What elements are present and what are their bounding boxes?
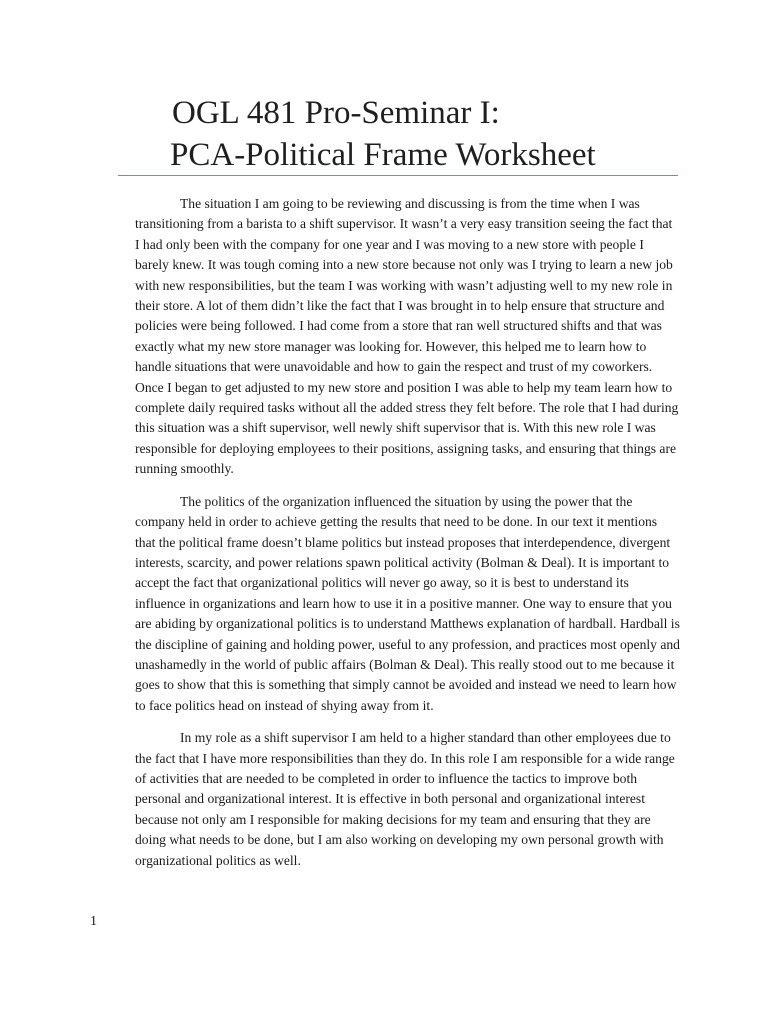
page-number: 1 — [90, 914, 97, 929]
paragraph-1: The situation I am going to be reviewing and discussing is from the time when I was transitioning from a barista to a shift supervisor. It wasn’t a very easy transition seeing the fact that I had only been with the company for one year and I was moving to a new store with people I barely knew. It was tough coming into a new store because not only was I trying to learn a new job with new responsibilities, but the team I was working with wasn’t adjusting well to my new role in their store. A lot of them didn’t like the fact that I was brought in to help ensure that structure and policies were being followed. I had come from a store that ran well structured shifts and that was exactly what my new store manager was looking for. However, this helped me to learn how to handle situations that were unavoidable and how to gain the respect and trust of my coworkers. Once I began to get adjusted to my new store and position I was able to help my team learn how to complete daily required tasks without all the added stress they felt before. The role that I had during this situation was a shift supervisor, well newly shift supervisor that is. With this new role I was responsible for deploying employees to their positions, assigning tasks, and ensuring that things are running smoothly. — [135, 196, 679, 477]
document-title-line-1: OGL 481 Pro-Seminar I: — [172, 95, 500, 131]
title-block — [172, 92, 692, 176]
title-divider — [118, 175, 678, 176]
paragraph-2: The politics of the organization influenced the situation by using the power that the company held in order to achieve getting the results that need to be done. In our text it mentions that the political frame doesn’t blame politics but instead proposes that interdependence, divergent interests, scarcity, and power relations spawn political activity (Bolman & Deal). It is important to accept the fact that organizational politics will never go away, so it is best to understand its influence in organizations and learn how to use it in a positive manner. One way to ensure that you are abiding by organizational politics is to understand Matthews explanation of hardball. Hardball is the discipline of gaining and holding power, useful to any profession, and practices most openly and unashamedly in the world of public affairs (Bolman & Deal). This really stood out to me because it goes to show that this is something that simply cannot be avoided and instead we need to learn how to face politics head on instead of shying away from it. — [135, 493, 680, 713]
document-body — [135, 194, 680, 883]
document-title-line-2: PCA-Political Frame Worksheet — [170, 137, 596, 173]
paragraph-3: In my role as a shift supervisor I am held to a higher standard than other employees due to the fact that I have more responsibilities than they do. In this role I am responsible for a wide range of activities that are needed to be completed in order to influence the tactics to improve both personal and organizational interest. It is effective in both personal and organizational interest because not only am I responsible for making decisions for my team and ensuring that they are doing what needs to be done, but I am also working on developing my own personal growth with organizational politics as well. — [135, 730, 675, 868]
